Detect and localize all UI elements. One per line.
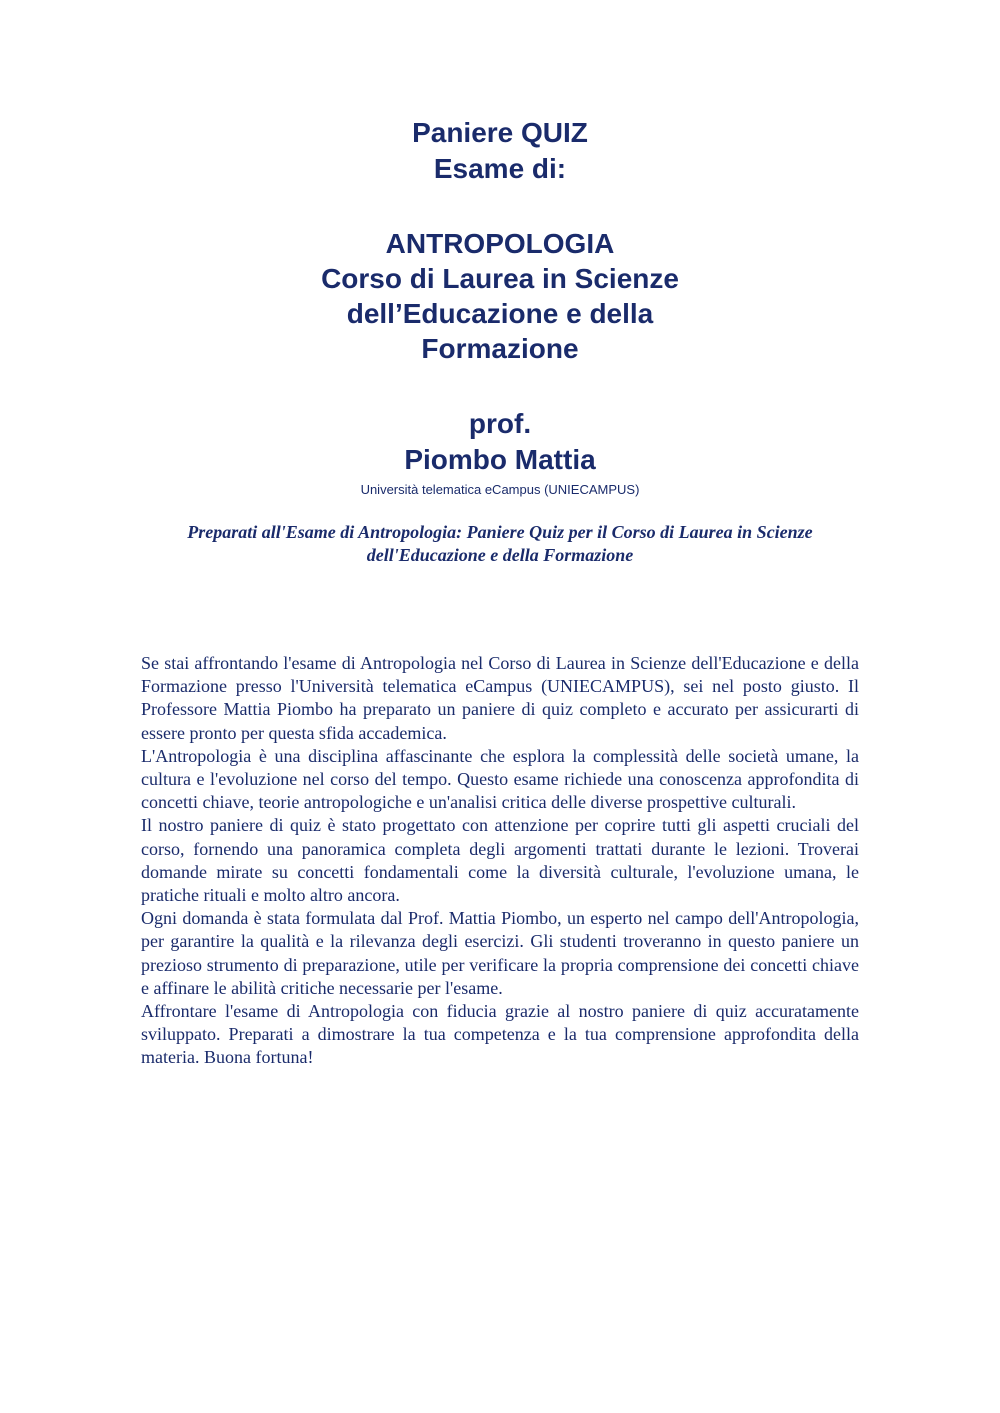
document-title (0, 115, 1000, 187)
subtitle-line-1: Preparati all'Esame di Antropologia: Paniere Quiz per il Corso di Laurea in Scienze (187, 522, 813, 542)
course-line-3: Formazione (421, 333, 579, 364)
paragraph-1: Se stai affrontando l'esame di Antropologia nel Corso di Laurea in Scienze dell'Educazione e della Formazione presso l'Università telematica eCampus (UNIECAMPUS), sei nel posto giusto. Il Professore Mattia Piombo ha preparato un paniere di quiz completo e accurato per assicurarti di essere pronto per questa sfida accademica. (141, 653, 859, 743)
body-text (141, 652, 859, 1070)
document-subtitle (140, 521, 860, 567)
title-line-1: Paniere QUIZ (412, 117, 588, 148)
title-line-2: Esame di: (433, 153, 567, 184)
prof-name: Piombo Mattia (404, 444, 596, 475)
subtitle-line-2: dell'Educazione e della Formazione (366, 545, 634, 565)
professor-heading (0, 406, 1000, 478)
course-line-1: Corso di Laurea in Scienze (321, 263, 679, 294)
course-heading (0, 226, 1000, 366)
course-line-2: dell’Educazione e della (346, 298, 654, 329)
subject-name: ANTROPOLOGIA (385, 228, 615, 259)
university-name: Università telematica eCampus (UNIECAMPUS) (360, 482, 640, 497)
prof-label: prof. (468, 408, 532, 439)
paragraph-4: Ogni domanda è stata formulata dal Prof. Mattia Piombo, un esperto nel campo dell'Antropologia, per garantire la qualità e la rilevanza degli esercizi. Gli studenti troveranno in questo paniere un prezioso strumento di preparazione, utile per verificare la propria comprensione dei concetti chiave e affinare le abilità critiche necessarie per l'esame. (141, 908, 859, 998)
paragraph-5: Affrontare l'esame di Antropologia con fiducia grazie al nostro paniere di quiz accuratamente sviluppato. Preparati a dimostrare la tua competenza e la tua comprensione approfondita della materia. Buona fortuna! (141, 1001, 859, 1068)
paragraph-3: Il nostro paniere di quiz è stato progettato con attenzione per coprire tutti gli aspetti cruciali del corso, fornendo una panoramica completa degli argomenti trattati durante le lezioni. Troverai domande mirate su concetti fondamentali come la diversità culturale, l'evoluzione umana, le pratiche rituali e molto altro ancora. (141, 815, 859, 906)
paragraph-2: L'Antropologia è una disciplina affascinante che esplora la complessità delle società umane, la cultura e l'evoluzione nel corso del tempo. Questo esame richiede una conoscenza approfondita di concetti chiave, teorie antropologiche e un'analisi critica delle diverse prospettive culturali. (141, 745, 859, 813)
